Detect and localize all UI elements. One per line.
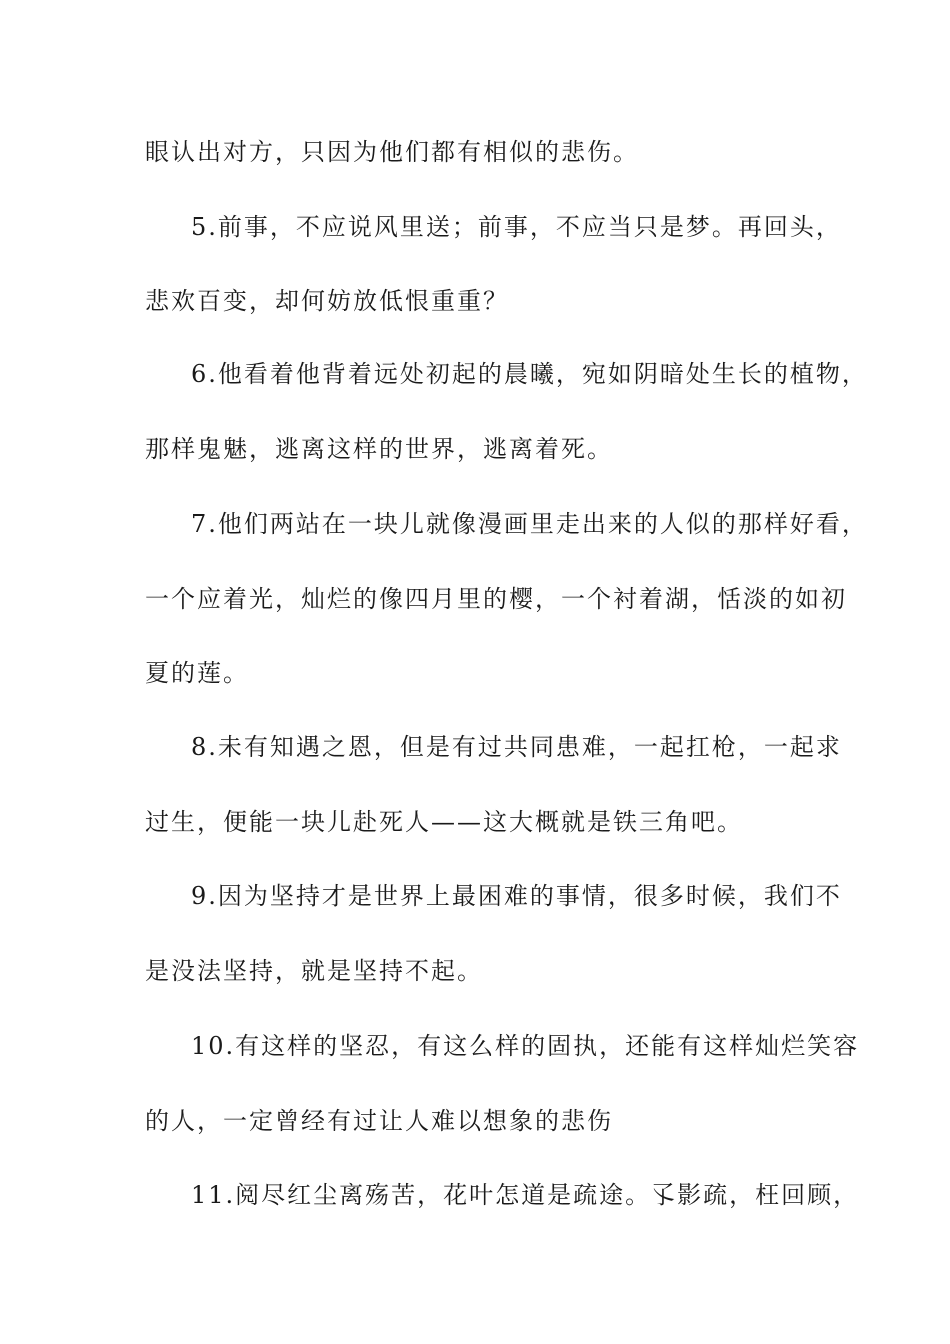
text-line-13: 10.有这样的坚忍，有这么样的固执，还能有这样灿烂笑容 [191,1032,860,1060]
text-line-5: 那样鬼魅，逃离这样的世界，逃离着死。 [145,435,613,463]
text-line-4: 6.他看着他背着远处初起的晨曦，宛如阴暗处生长的植物， [191,360,868,388]
text-line-11: 9.因为坚持才是世界上最困难的事情，很多时候，我们不 [191,882,842,910]
text-line-8: 夏的莲。 [145,659,249,687]
text-line-3: 悲欢百变，却何妨放低恨重重？ [145,287,509,315]
text-line-6: 7.他们两站在一块儿就像漫画里走出来的人似的那样好看， [191,510,868,538]
text-line-1: 眼认出对方，只因为他们都有相似的悲伤。 [145,138,639,166]
text-line-7: 一个应着光，灿烂的像四月里的樱，一个衬着湖，恬淡的如初 [145,585,847,613]
text-line-9: 8.未有知遇之恩，但是有过共同患难，一起扛枪，一起求 [191,733,842,761]
text-line-14: 的人，一定曾经有过让人难以想象的悲伤 [145,1107,613,1135]
text-line-12: 是没法坚持，就是坚持不起。 [145,957,483,985]
text-line-10: 过生，便能一块儿赴死人——这大概就是铁三角吧。 [145,808,743,836]
text-line-15: 11.阅尽红尘离殇苦，花叶怎道是疏途。孓影疏，枉回顾， [191,1181,860,1209]
text-line-2: 5.前事，不应说风里送；前事，不应当只是梦。再回头， [191,213,842,241]
